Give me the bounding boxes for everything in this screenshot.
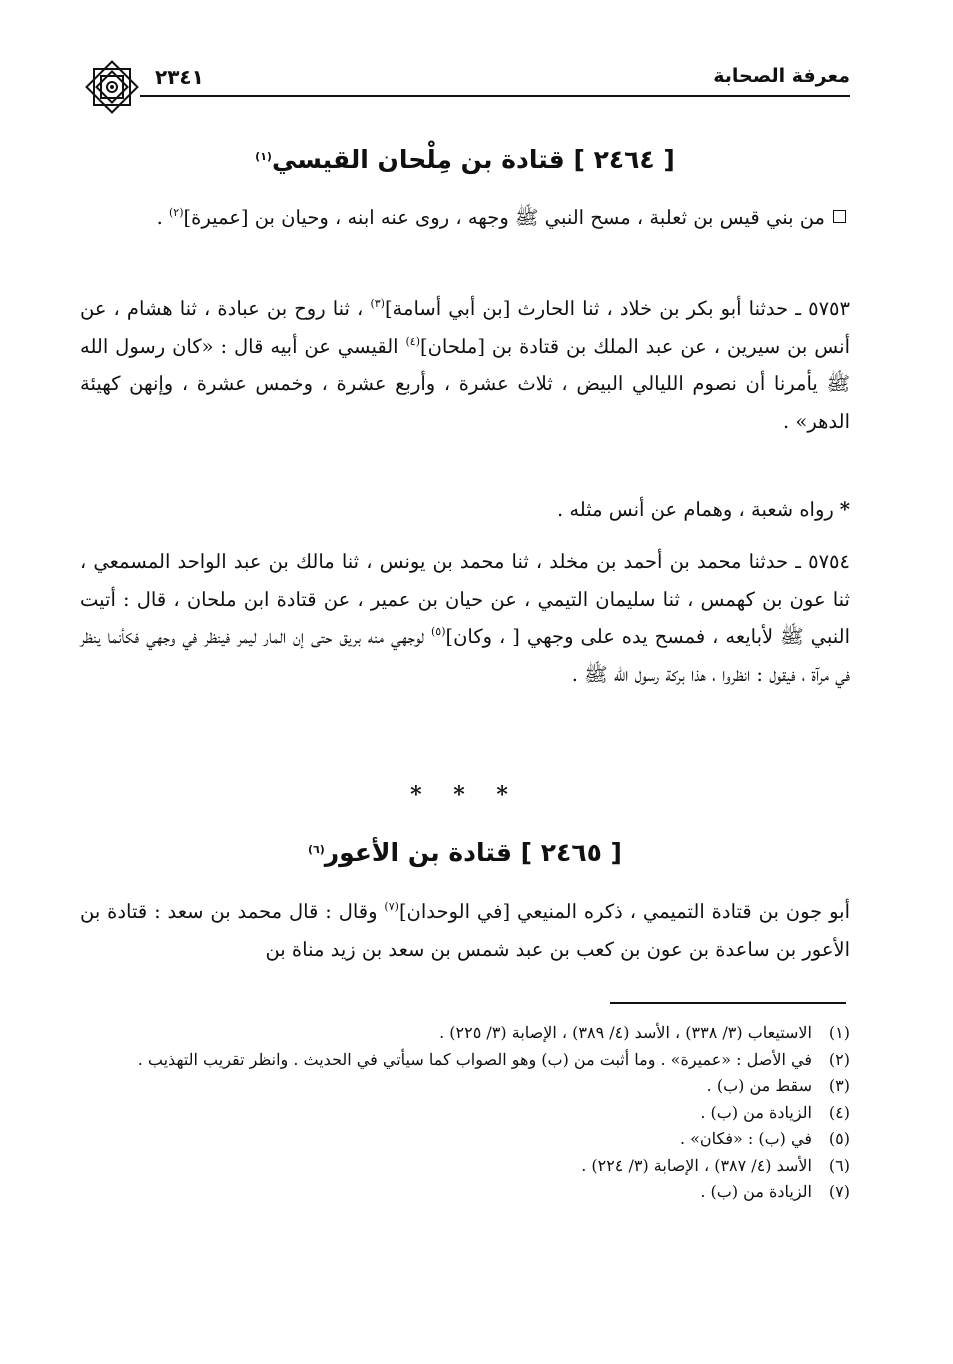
footnote-number: (٦) xyxy=(828,1155,850,1175)
entry-title-2464 xyxy=(80,142,850,178)
footnote-ref: (٣) xyxy=(370,297,385,310)
footnote-item xyxy=(80,1153,850,1180)
biography-paragraph-2465 xyxy=(80,893,850,968)
footnote-ref: (٧) xyxy=(384,900,399,913)
paragraph-text: لوجهي منه بريق حتى إن المار ليمر فينظر في وجهي فكأنما ينظر في مرآة ، فيقول : انظروا ، هذا بركة رسول الله ﷺ . xyxy=(80,625,850,686)
footnote-number: (١) xyxy=(828,1023,850,1042)
page-number: ٢٣٤١ xyxy=(155,65,204,89)
footnote-number: (٥) xyxy=(828,1129,850,1148)
paragraph-text: وقال : قال محمد بن سعد : قتادة بن الأعور بن ساعدة بن عون بن كعب بن عبد شمس بن سعد بن زيد مناة بن xyxy=(80,900,850,961)
entry-title-text: [ ٢٤٦٥ ] قتادة بن الأعور xyxy=(324,838,622,867)
footnote-item xyxy=(80,1020,850,1047)
footnote-ref: (٤) xyxy=(405,334,420,348)
entry-title-footnote-ref: (١) xyxy=(255,150,272,163)
footnote-item xyxy=(80,1100,850,1127)
hadith-5754-paragraph xyxy=(80,543,850,693)
paragraph-text: من بني قيس بن ثعلبة ، مسح النبي ﷺ وجهه ، روى عنه ابنه ، وحيان بن [عميرة] xyxy=(183,206,825,229)
footnote-number: (٣) xyxy=(828,1076,850,1095)
header-rule xyxy=(140,95,850,97)
entry-title-text: [ ٢٤٦٤ ] قتادة بن مِلْحان القيسي xyxy=(271,145,675,174)
hadith-5753-paragraph xyxy=(80,290,850,440)
asterisk-bullet-icon: * xyxy=(839,498,850,521)
footnote-item xyxy=(80,1126,850,1153)
biography-paragraph xyxy=(86,199,846,237)
footnote-text: في (ب) : «فكان» . xyxy=(679,1129,812,1148)
footnote-text: في الأصل : «عميرة» . وما أثبت من (ب) وهو الصواب كما سيأتي في الحديث . وانظر تقريب التهذيب . xyxy=(137,1049,812,1069)
paragraph-text: ٥٧٥٣ ـ حدثنا أبو بكر بن خلاد ، ثنا الحارث [بن أبي أسامة] xyxy=(384,297,850,320)
paragraph-text: ، ثنا روح بن عبادة ، ثنا هشام ، عن أنس بن سيرين ، عن عبد الملك بن قتادة بن [ملحان] xyxy=(80,297,850,358)
paragraph-text: أبو جون بن قتادة التميمي ، ذكره المنيعي [في الوحدان] xyxy=(398,900,850,923)
footnote-text: الزيادة من (ب) . xyxy=(700,1182,812,1201)
footnotes xyxy=(80,1020,850,1206)
footnote-item xyxy=(80,1073,850,1100)
book-title: معرفة الصحابة xyxy=(713,65,850,87)
footnote-separator-rule xyxy=(610,1002,846,1004)
footnote-text: الاستيعاب (٣/ ٣٣٨) ، الأسد (٤/ ٣٨٩) ، الإصابة (٣/ ٢٢٥) . xyxy=(439,1023,812,1042)
eight-point-star-ornament-icon xyxy=(80,55,144,119)
footnote-number: (٤) xyxy=(828,1102,850,1122)
running-header xyxy=(80,55,850,127)
paragraph-text: القيسي عن أبيه قال : «كان رسول الله ﷺ يأمرنا أن نصوم الليالي البيض ، ثلاث عشرة ، وأربع عشرة ، وخمس عشرة ، وإنهن كهيئة الدهر» . xyxy=(80,334,850,433)
paragraph-text: رواه شعبة ، وهمام عن أنس مثله . xyxy=(556,498,834,521)
paragraph-text: . xyxy=(156,206,169,229)
footnote-text: سقط من (ب) . xyxy=(706,1076,812,1095)
entry-title-2465 xyxy=(80,835,850,871)
paragraph-text: ٥٧٥٤ ـ حدثنا محمد بن أحمد بن مخلد ، ثنا محمد بن يونس ، ثنا مالك بن عبد الواحد المسمعي ، ثنا عون بن كهمس ، ثنا سليمان التيمي ، عن حيان بن عمير ، عن قتادة ابن ملحان ، قال : أتيت النبي ﷺ لأبايعه ، فمسح يده على وجهي [ ، وكان] xyxy=(80,550,850,648)
section-separator: * * * xyxy=(410,782,520,808)
footnote-item xyxy=(80,1047,850,1074)
footnote-text: الزيادة من (ب) . xyxy=(700,1102,812,1122)
entry-title-footnote-ref: (٦) xyxy=(308,843,325,856)
footnote-number: (٧) xyxy=(828,1182,850,1201)
square-marker-icon xyxy=(833,210,846,223)
footnote-ref: (٥) xyxy=(430,625,446,638)
footnote-item xyxy=(80,1179,850,1206)
footnote-number: (٢) xyxy=(828,1049,850,1069)
footnote-ref: (٢) xyxy=(169,206,184,219)
footnote-text: الأسد (٤/ ٣٨٧) ، الإصابة (٣/ ٢٢٤) . xyxy=(581,1155,812,1175)
narration-note xyxy=(80,491,850,529)
